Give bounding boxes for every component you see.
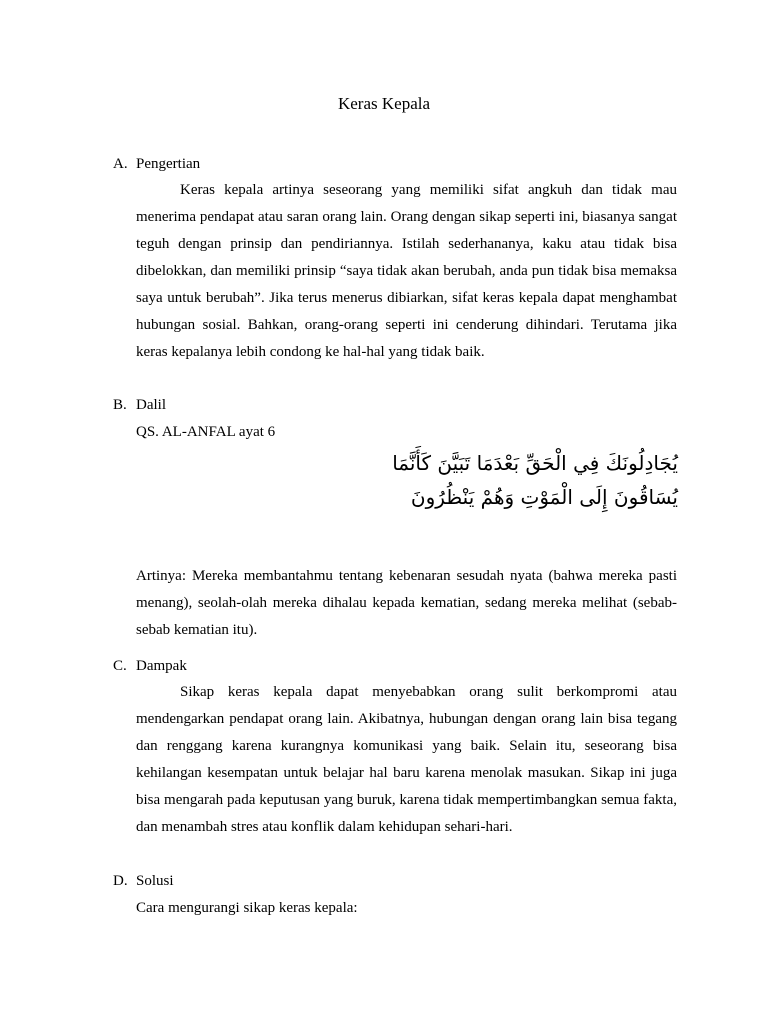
verse-translation: Artinya: Mereka membantahmu tentang kebenaran sesudah nyata (bahwa mereka pasti menang), seolah-olah mereka dihalau kepada kematian, sedang mereka melihat (sebab-sebab kematian itu). [136, 568, 677, 638]
paragraph-pengertian: Keras kepala artinya seseorang yang memiliki sifat angkuh dan tidak mau menerima pendapat atau saran orang lain. Orang dengan sikap seperti ini, biasanya sangat teguh dengan prinsip dan pendiriannya. Istilah sederhananya, kaku atau tidak bisa dibelokkan, dan memiliki prinsip “saya tidak akan berubah, anda pun tidak bisa memaksa saya untuk berubah”. Jika terus menerus dibiarkan, sifat keras kepala dapat menghambat hubungan sosial. Bahkan, orang-orang seperti ini cenderung dihindari. Terutama jika keras kepalanya lebih condong ke hal-hal yang tidak baik. [136, 182, 677, 360]
section-letter: A. [113, 156, 128, 172]
section-heading-pengertian [113, 154, 200, 174]
section-letter: D. [113, 873, 128, 889]
page-title: Keras Kepala [337, 94, 431, 113]
section-heading-solusi [113, 871, 174, 891]
section-title: Pengertian [136, 156, 201, 172]
section-title: Dampak [136, 658, 187, 674]
section-letter: C. [113, 658, 127, 674]
section-heading-dalil [113, 395, 166, 415]
section-title: Dalil [136, 397, 166, 413]
solusi-intro: Cara mengurangi sikap keras kepala: [136, 900, 358, 916]
paragraph-dampak: Sikap keras kepala dapat menyebabkan orang sulit berkompromi atau mendengarkan pendapat orang lain. Akibatnya, hubungan dengan orang lain bisa tegang dan renggang karena kurangnya komunikasi yang baik. Selain itu, seseorang bisa kehilangan kesempatan untuk belajar hal baru karena menolak masukan. Sikap ini juga bisa mengarah pada keputusan yang buruk, karena tidak mempertimbangkan semua fakta, dan menambah stres atau konflik dalam kehidupan sehari-hari. [136, 684, 677, 835]
section-letter: B. [113, 397, 127, 413]
verse-source: QS. AL-ANFAL ayat 6 [136, 424, 276, 440]
section-heading-dampak [113, 656, 187, 676]
arabic-verse: يُجَادِلُونَكَ فِي الْحَقِّ بَعْدَمَا تَبَيَّنَ كَأَنَّمَا يُسَاقُونَ إِلَى الْمَوْتِ وَهُمْ يَنْظُرُونَ [392, 451, 678, 509]
section-title: Solusi [136, 873, 174, 889]
